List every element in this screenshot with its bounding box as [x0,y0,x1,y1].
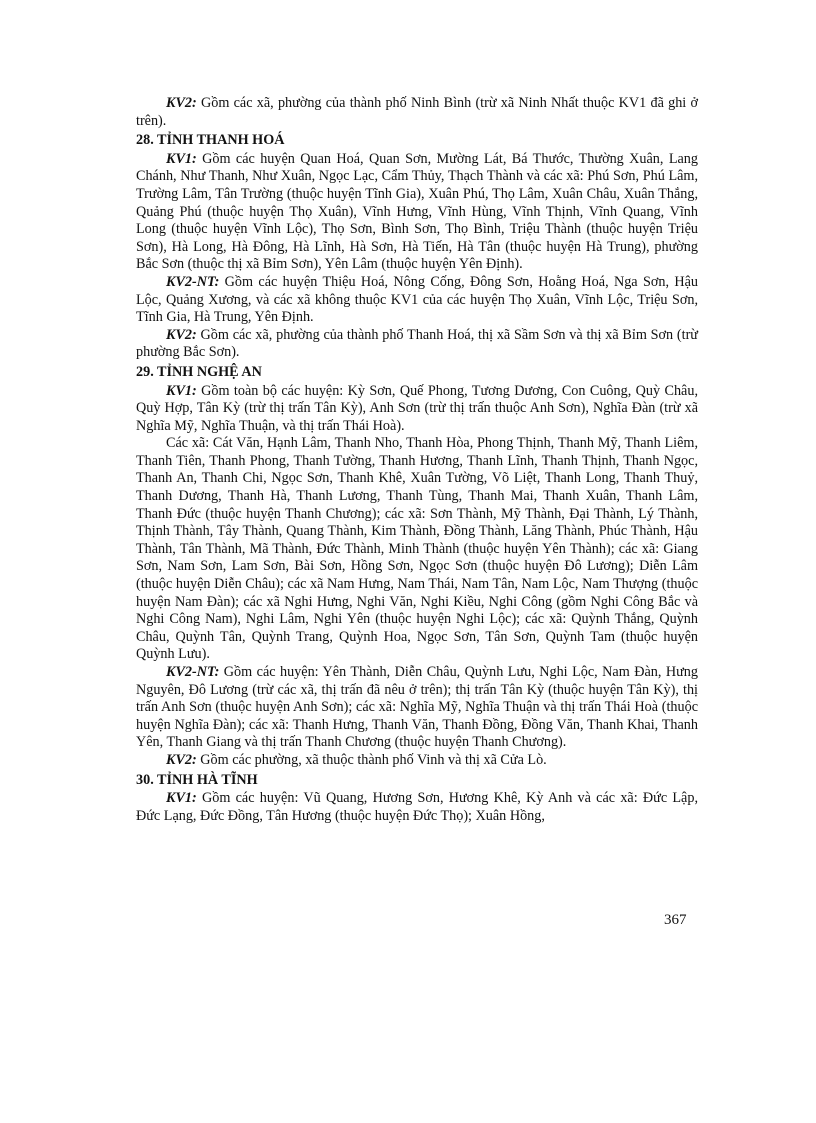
section-heading-thanh-hoa: 28. TỈNH THANH HOÁ [136,132,285,149]
paragraph-text: Gồm các huyện: Vũ Quang, Hương Sơn, Hương Khê, Kỳ Anh và các xã: Đức Lập, Đức Lạng, Đức Đồng, Tân Hương (thuộc huyện Đức Thọ); Xuân Hồng, [136,790,698,824]
paragraph-kv2nt-nghe-an [136,664,698,752]
paragraph-kv2-ninh-binh [136,95,698,130]
paragraph-text: Các xã: Cát Văn, Hạnh Lâm, Thanh Nho, Thanh Hòa, Phong Thịnh, Thanh Mỹ, Thanh Liêm, Thanh Tiên, Thanh Phong, Thanh Tường, Thanh Hương, Thanh Lĩnh, Thanh Thịnh, Thanh Ngọc, Thanh An, Thanh Chi, Ngọc Sơn, Thanh Khê, Xuân Tường, Võ Liệt, Thanh Long, Thanh Thuỷ, Thanh Dương, Thanh Hà, Thanh Lương, Thanh Tùng, Thanh Mai, Thanh Xuân, Thanh Lâm, Thanh Đức (thuộc huyện Thanh Chương); các xã: Sơn Thành, Mỹ Thành, Đại Thành, Lý Thành, Thịnh Thành, Tây Thành, Quang Thành, Kim Thành, Đồng Thành, Lăng Thành, Phúc Thành, Hậu Thành, Tân Thành, Mã Thành, Đức Thành, Minh Thành (thuộc huyện Yên Thành); các xã: Giang Sơn, Nam Sơn, Lam Sơn, Bài Sơn, Hồng Sơn, Ngọc Sơn (thuộc huyện Đô Lương); Diễn Lâm (thuộc huyện Diễn Châu); các xã Nam Hưng, Nam Thái, Nam Tân, Nam Lộc, Nam Thượng (thuộc huyện Nam Đàn); các xã Nghi Hưng, Nghi Văn, Nghi Kiều, Nghi Công (gồm Nghi Công Bắc và Nghi Công Nam), Nghi Lâm, Nghi Yên (thuộc huyện Nghi Lộc); các xã: Quỳnh Thắng, Quỳnh Châu, Quỳnh Tân, Quỳnh Trang, Quỳnh Hoa, Ngọc Sơn, Tân Sơn, Quỳnh Tam (thuộc huyện Quỳnh Lưu). [136,435,698,663]
paragraph-text: Gồm các huyện Quan Hoá, Quan Sơn, Mường Lát, Bá Thước, Thường Xuân, Lang Chánh, Như Thanh, Như Xuân, Ngọc Lạc, Cẩm Thủy, Thạch Thành và các xã: Phú Sơn, Phú Lâm, Trường Lâm, Tân Trường (thuộc huyện Tĩnh Gia), Xuân Phú, Thọ Lâm, Xuân Châu, Xuân Thắng, Quảng Phú (thuộc huyện Thọ Xuân), Vĩnh Hưng, Vĩnh Hùng, Vĩnh Thịnh, Vĩnh Quang, Vĩnh Long (thuộc huyện Vĩnh Lộc), Thọ Sơn, Bình Sơn, Thọ Bình, Triệu Thành (thuộc huyện Triệu Sơn), Hà Long, Hà Đông, Hà Lĩnh, Hà Sơn, Hà Tiến, Hà Tân (thuộc huyện Hà Trung), phường Bắc Sơn (thuộc thị xã Bỉm Sơn), Yên Lâm (thuộc huyện Yên Định). [136,150,698,273]
page-number: 367 [664,912,687,928]
paragraph-text: Gồm các phường, xã thuộc thành phố Vinh và thị xã Cửa Lò. [196,751,547,768]
section-heading-nghe-an: 29. TỈNH NGHỆ AN [136,363,262,380]
paragraph-text: Gồm các huyện Thiệu Hoá, Nông Cống, Đông Sơn, Hoằng Hoá, Nga Sơn, Hậu Lộc, Quảng Xương, và các xã không thuộc KV1 của các huyện Thọ Xuân, Vĩnh Lộc, Triệu Sơn, Tĩnh Gia, Hà Trung, Yên Định. [136,273,698,326]
paragraph-text: Gồm các huyện: Yên Thành, Diễn Châu, Quỳnh Lưu, Nghi Lộc, Nam Đàn, Hưng Nguyên, Đô Lương (trừ các xã, thị trấn đã nêu ở trên); thị trấn Tân Kỳ (thuộc huyện Tân Kỳ), thị trấn Anh Sơn (thuộc huyện Anh Sơn); các xã: Nghĩa Mỹ, Nghĩa Thuận và thị trấn Thái Hoà (thuộc huyện Nghĩa Đàn); các xã: Thanh Hưng, Thanh Văn, Thanh Đồng, Đồng Văn, Thanh Khai, Thanh Yên, Thanh Giang và thị trấn Thanh Chương (thuộc huyện Thanh Chương). [136,664,698,751]
paragraph-kv2-thanh-hoa [136,327,698,362]
paragraph-kv1-thanh-hoa [136,151,698,274]
region-label: KV2: [166,326,197,343]
region-label: KV2: [166,751,197,768]
region-label: KV2-NT: [166,664,220,680]
paragraph-kv2nt-thanh-hoa [136,274,698,327]
document-body [136,95,698,825]
section-heading-ha-tinh: 30. TỈNH HÀ TĨNH [136,771,258,788]
paragraph-text: Gồm các xã, phường của thành phố Ninh Bình (trừ xã Ninh Nhất thuộc KV1 đã ghi ở trên). [136,95,698,129]
paragraph-kv1-nghe-an [136,383,698,436]
region-label: KV2: [166,95,197,111]
region-label: KV2-NT: [166,273,220,290]
paragraph-kv2-nghe-an [136,752,698,770]
paragraph-text: Gồm các xã, phường của thành phố Thanh Hoá, thị xã Sầm Sơn và thị xã Bỉm Sơn (trừ phường Bắc Sơn). [136,326,698,361]
paragraph-text: Gồm toàn bộ các huyện: Kỳ Sơn, Quế Phong, Tương Dương, Con Cuông, Quỳ Châu, Quỳ Hợp, Tân Kỳ (trừ thị trấn Tân Kỳ), Anh Sơn (trừ thị trấn thuộc Anh Sơn), Nghĩa Đàn (trừ xã Nghĩa Mỹ, Nghĩa Thuận, và thị trấn Thái Hoà). [136,382,698,434]
region-label: KV1: [166,382,197,399]
region-label: KV1: [166,790,197,807]
region-label: KV1: [166,150,197,167]
paragraph-kv1-ha-tinh [136,790,698,825]
paragraph-communes-nghe-an [136,435,698,664]
